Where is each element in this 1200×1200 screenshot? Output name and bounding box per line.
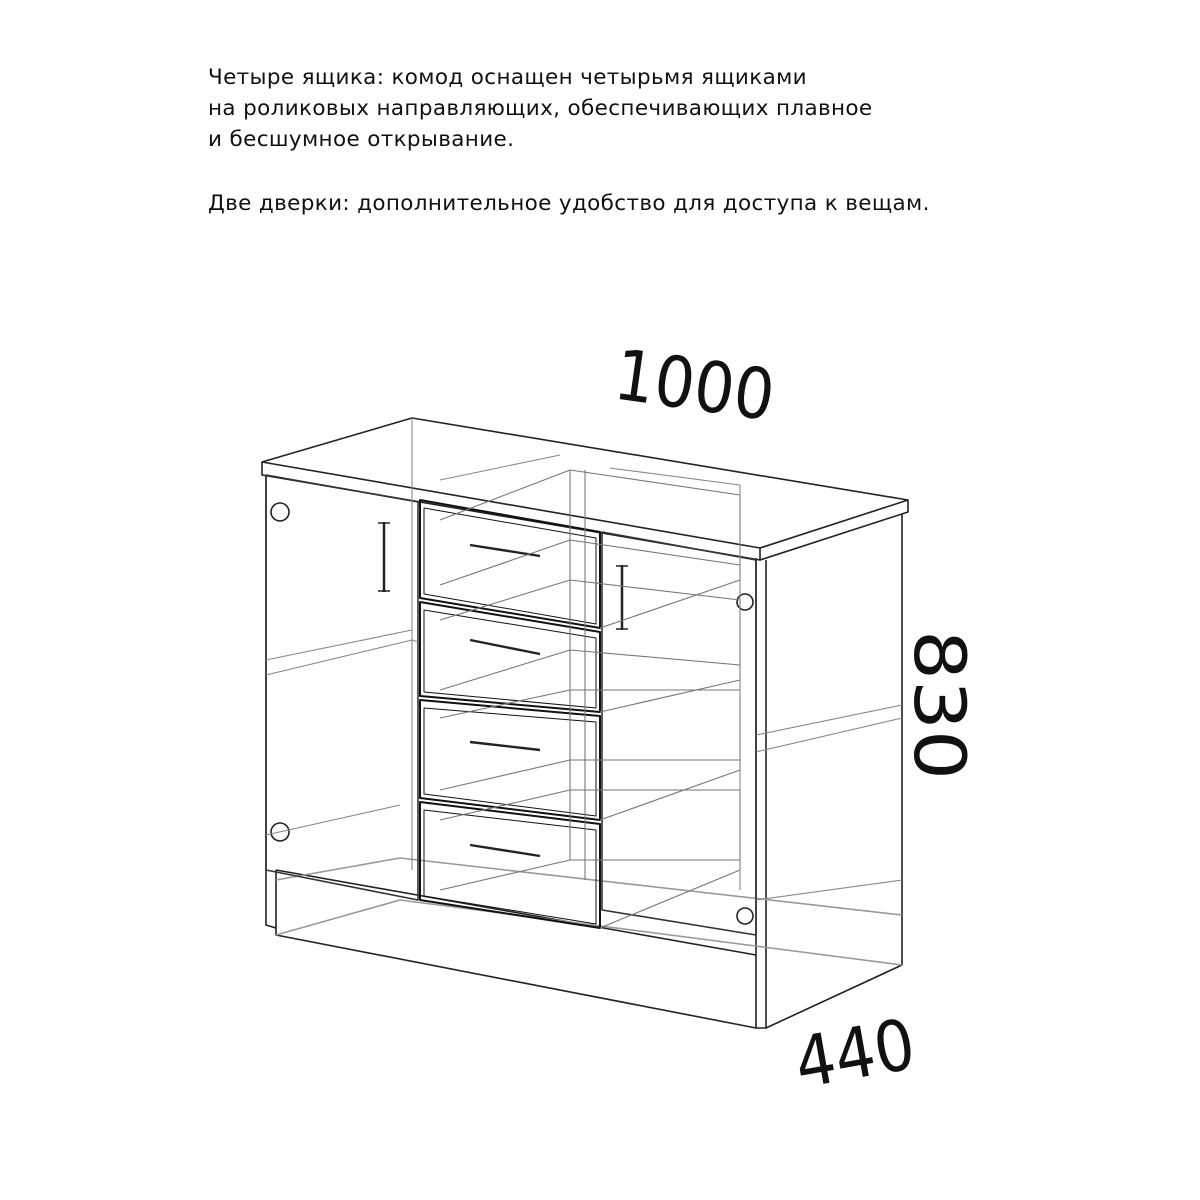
carcass xyxy=(266,475,902,1028)
left-door xyxy=(266,475,418,900)
description-doors-line: Две дверки: дополнительное удобство для доступа к вещам. xyxy=(208,191,930,216)
height-dimension-label: 830 xyxy=(898,630,980,764)
depth-dimension-label: 440 xyxy=(788,1000,935,1105)
width-dimension-label: 1000 xyxy=(609,333,798,440)
description-line-1: Четыре ящика: комод оснащен четырьмя ящиками xyxy=(208,65,808,90)
shelves xyxy=(266,418,902,900)
description-line-2: на роликовых направляющих, обеспечивающих плавное xyxy=(208,96,873,121)
description-line-3: и бесшумное открывание. xyxy=(208,127,515,152)
drawer-boxes xyxy=(440,470,740,928)
